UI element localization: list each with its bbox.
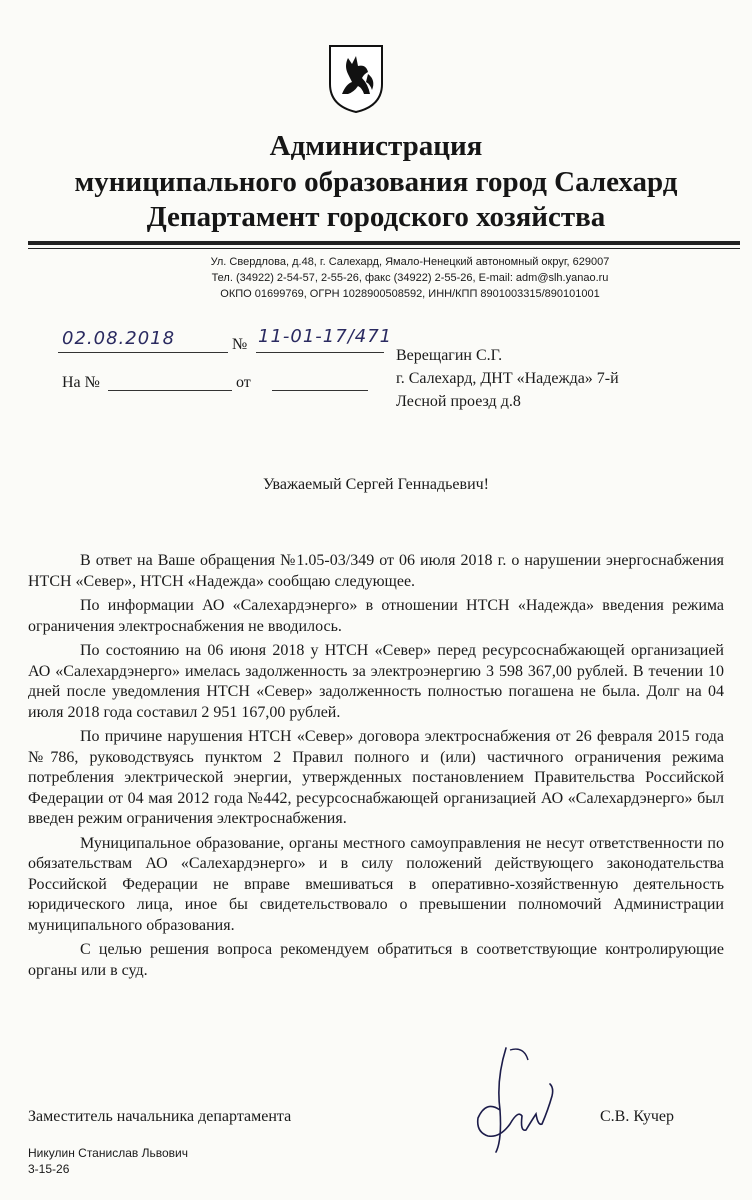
paragraph: По причине нарушения НТСН «Север» договора электроснабжения от 26 февраля 2015 года №786, руководствуясь пунктом 2 Правил полного и (или) частичного ограничения режима потребления электрической энергии, утвержденных постановлением Правительства Российской Федерации от 04 мая 2012 года №442, ресурсоснабжающей организацией АО «Салехардэнерго» был введен режим ограничения электроснабжения.: [28, 728, 724, 827]
coat-of-arms-icon: [328, 44, 384, 114]
paragraph: По информации АО «Салехардэнерго» в отношении НТСН «Надежда» введения режима ограничения электроснабжения не вводилось.: [28, 597, 724, 635]
recipient-address-line2: Лесной проезд д.8: [396, 393, 521, 410]
registry-codes-line: ОКПО 01699769, ОГРН 1028900508592, ИНН/КПП 8901003315/890101001: [220, 288, 600, 300]
org-title-line1: Администрация: [269, 130, 483, 162]
salutation: Уважаемый Сергей Геннадьевич!: [262, 476, 490, 493]
recipient-name: Верещагин С.Г.: [396, 347, 503, 364]
header-rule-thin: [28, 248, 740, 249]
letter-body: [28, 551, 724, 985]
paragraph: Муниципальное образование, органы местного самоуправления не несут ответственности по обязательствам АО «Салехардэнерго» и в силу положений действующего законодательства Российской Федерации не вправе вмешиваться в оперативно-хозяйственную деятельность юридического лица, иное бы свидетельствовало о превышении полномочий Администрации муниципального образования.: [28, 834, 724, 934]
paragraph: В ответ на Ваше обращения №1.05-03/349 от 06 июля 2018 г. о нарушении энергоснабжения НТСН «Север», НТСН «Надежда» сообщаю следующее.: [28, 552, 724, 590]
date-underline: [58, 352, 228, 353]
org-title-line2: муниципального образования город Салехард: [74, 166, 678, 198]
number-underline: [256, 352, 384, 353]
reference-number-line: [108, 390, 232, 391]
contacts-line: Тел. (34922) 2-54-57, 2-55-26, факс (34922) 2-55-26, E-mail: adm@slh.yanao.ru: [211, 272, 609, 284]
org-title-line3: Департамент городского хозяйства: [146, 201, 606, 233]
signatory-name: С.В. Кучер: [600, 1108, 674, 1125]
address-line: Ул. Свердлова, д.48, г. Салехард, Ямало-Ненецкий автономный округ, 629007: [210, 256, 610, 268]
reference-date-line: [272, 390, 368, 391]
executor-name: Никулин Станислав Львович: [28, 1146, 188, 1160]
recipient-address-line1: г. Салехард, ДНТ «Надежда» 7-й: [396, 370, 619, 387]
outgoing-date: 02.08.2018: [62, 328, 176, 349]
handwritten-signature: [466, 1040, 562, 1158]
outgoing-number-label: №: [232, 336, 248, 353]
paragraph: С целью решения вопроса рекомендуем обратиться в соответствующие контролирующие органы или в суд.: [28, 941, 724, 979]
paragraph: По состоянию на 06 июня 2018 у НТСН «Север» перед ресурсоснабжающей организацией АО «Салехардэнерго» имелась задолженность за электроэнергию 3 598 367,00 рублей. В течении 10 дней после уведомления НТСН «Север» задолженность полностью погашена не была. Долг на 04 июля 2018 года составил 2 951 167,00 рублей.: [28, 642, 724, 721]
recipient-block: [396, 344, 619, 413]
reference-number-label: На №: [62, 374, 100, 391]
outgoing-number: 11-01-17/471: [258, 326, 393, 347]
reference-date-label: от: [236, 374, 251, 391]
header-rule-thick: [28, 241, 740, 245]
executor-phone: 3-15-26: [28, 1162, 70, 1176]
signatory-title: Заместитель начальника департамента: [28, 1108, 292, 1125]
